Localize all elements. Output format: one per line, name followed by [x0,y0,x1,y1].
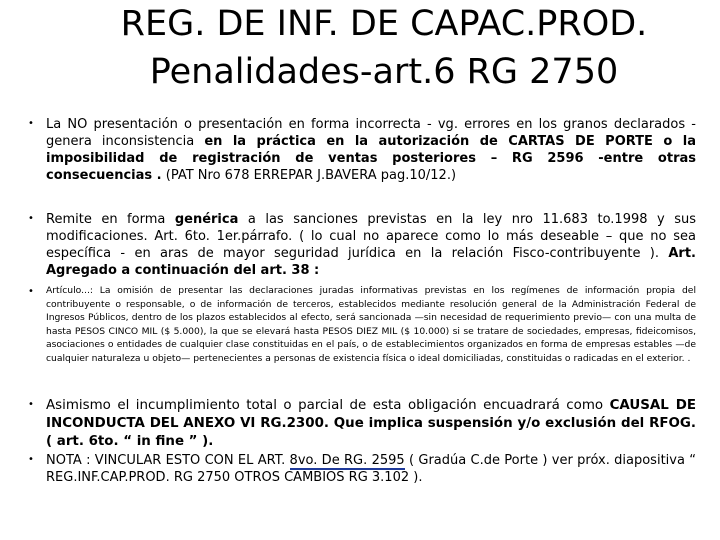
bullet-marker: • [28,118,34,129]
bullet-marker: • [28,286,34,297]
bullet-text-3: Artículo...: La omisión de presentar las declaraciones juradas informativas previstas en los regímenes de información propia del contribuyente o responsable, o de información de terceros, establecidos mediante resolución general de la Administración Federal de Ingresos Públicos, dentro de los plazos establecidos al efecto, será sancionada —sin necesidad de requerimiento previo— con una multa de hasta PESOS CINCO MIL ($ 5.000), la que se elevará hasta PESOS DIEZ MIL ($ 10.000) si se tratare de sociedades, empresas, fideicomisos, asociaciones o entidades de cualquier clase constituidas en el país, o de establecimientos organizados en forma de empresas estables —de cualquier naturaleza u objeto— pertenecientes a personas de existencia física o ideal domiciliadas, constituidas o radicadas en el exterior. . [46,285,696,364]
bullet-text-1: La NO presentación o presentación en forma incorrecta - vg. errores en los granos declarados - genera inconsistencia en la práctica en la autorización de CARTAS DE PORTE o la imposibilidad de registración de ventas posteriores – RG 2596 -entre otras consecuencias . (PAT Nro 678 ERREPAR J.BAVERA pag.10/12.) [46,117,696,183]
bullet-text-2: Remite en forma genérica a las sanciones previstas en la ley nro 11.683 to.1998 y sus modificaciones. Art. 6to. 1er.párrafo. ( lo cual no aparece como lo más deseable – que no sea específica - en aras de mayor seguridad jurídica en la relación Fisco-contribuyente ). Art. Agregado a continuación del art. 38 : [46,212,696,278]
bullet-text-5: NOTA : VINCULAR ESTO CON EL ART. 8vo. De RG. 2595 ( Gradúa C.de Porte ) ver próx. diapositiva “ REG.INF.CAP.PROD. RG 2750 OTROS CAMBIOS RG 3.102 ). [46,453,696,485]
bullet-marker: • [28,399,34,410]
title-line-1: REG. DE INF. DE CAPAC.PROD. [120,4,648,44]
title-line-2: Penalidades-art.6 RG 2750 [149,52,619,92]
bullet-marker: • [28,454,34,465]
rg-2595-link[interactable]: 8vo. De RG. 2595 [289,453,405,468]
bullet-marker: • [28,213,34,224]
slide-title [0,0,720,96]
bullet-text-4: Asimismo el incumplimiento total o parcial de esta obligación encuadrará como CAUSAL DE INCONDUCTA DEL ANEXO VI RG.2300. Que implica suspensión y/o exclusión del RFOG. ( art. 6to. “ in fine ” ). [46,398,696,449]
